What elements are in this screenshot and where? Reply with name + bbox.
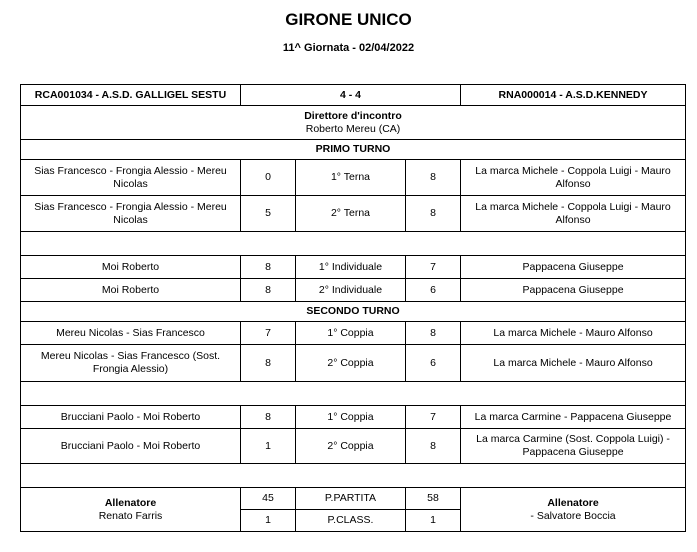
spacer-row [21,232,686,256]
away-score: 8 [406,196,461,232]
home-coach-label: Allenatore [104,496,157,509]
page-title: GIRONE UNICO [285,10,412,29]
game-row [21,160,686,196]
game-type: 1° Terna [296,160,406,196]
away-players: Pappacena Giuseppe [461,256,686,279]
game-type: 1° Individuale [296,256,406,279]
home-score: 7 [241,322,296,345]
turn-header-row [21,140,686,160]
home-score: 5 [241,196,296,232]
spacer-cell [21,464,686,488]
game-row [21,322,686,345]
game-row [21,256,686,279]
home-score: 8 [241,345,296,382]
game-row [21,406,686,429]
home-coach-cell [21,488,241,532]
away-score: 6 [406,345,461,382]
home-players: Moi Roberto [21,256,241,279]
home-players: Mereu Nicolas - Sias Francesco (Sost. Frongia Alessio) [21,345,241,382]
p-class-home: 1 [241,510,296,532]
game-type: 2° Coppia [296,429,406,464]
home-players: Brucciani Paolo - Moi Roberto [21,429,241,464]
spacer-row [21,464,686,488]
match-score: 4 - 4 [241,85,461,106]
home-players: Moi Roberto [21,279,241,302]
game-type: 1° Coppia [296,406,406,429]
p-class-away: 1 [406,510,461,532]
p-partita-label: P.PARTITA [296,488,406,510]
away-team: RNA000014 - A.S.D.KENNEDY [461,85,686,106]
game-row [21,279,686,302]
away-score: 8 [406,322,461,345]
away-score: 8 [406,160,461,196]
game-row [21,196,686,232]
home-players: Mereu Nicolas - Sias Francesco [21,322,241,345]
p-partita-away: 58 [406,488,461,510]
away-players: La marca Michele - Mauro Alfonso [461,345,686,382]
home-score: 8 [241,279,296,302]
game-row [21,345,686,382]
away-players: La marca Michele - Coppola Luigi - Mauro Alfonso [461,196,686,232]
director-name: Roberto Mereu (CA) [305,122,401,135]
home-team: RCA001034 - A.S.D. GALLIGEL SESTU [21,85,241,106]
home-coach-name: Renato Farris [98,509,163,522]
away-players: La marca Michele - Coppola Luigi - Mauro Alfonso [461,160,686,196]
game-type: 1° Coppia [296,322,406,345]
director-cell [21,106,686,140]
away-score: 6 [406,279,461,302]
away-coach-name: - Salvatore Boccia [530,509,616,522]
home-players: Brucciani Paolo - Moi Roberto [21,406,241,429]
away-score: 8 [406,429,461,464]
game-type: 2° Terna [296,196,406,232]
away-coach-cell [461,488,686,532]
spacer-cell [21,232,686,256]
home-score: 8 [241,406,296,429]
turn-title: PRIMO TURNO [21,140,686,160]
match-header-row [21,85,686,106]
away-coach-label: Allenatore [547,496,599,509]
game-type: 2° Coppia [296,345,406,382]
turn-header-row [21,302,686,322]
match-sheet-table [20,84,686,532]
spacer-row [21,382,686,406]
director-label: Direttore d'incontro [304,109,402,122]
round-date-subtitle: 11^ Giornata - 02/04/2022 [282,42,415,54]
away-score: 7 [406,256,461,279]
turn-title: SECONDO TURNO [21,302,686,322]
away-score: 7 [406,406,461,429]
home-players: Sias Francesco - Frongia Alessio - Mereu Nicolas [21,160,241,196]
director-row [21,106,686,140]
away-players: La marca Carmine (Sost. Coppola Luigi) - Pappacena Giuseppe [461,429,686,464]
spacer-cell [21,382,686,406]
home-players: Sias Francesco - Frongia Alessio - Mereu Nicolas [21,196,241,232]
away-players: La marca Carmine - Pappacena Giuseppe [461,406,686,429]
home-score: 1 [241,429,296,464]
game-type: 2° Individuale [296,279,406,302]
home-score: 8 [241,256,296,279]
p-class-label: P.CLASS. [296,510,406,532]
away-players: La marca Michele - Mauro Alfonso [461,322,686,345]
away-players: Pappacena Giuseppe [461,279,686,302]
game-row [21,429,686,464]
points-row [21,488,686,510]
home-score: 0 [241,160,296,196]
p-partita-home: 45 [241,488,296,510]
